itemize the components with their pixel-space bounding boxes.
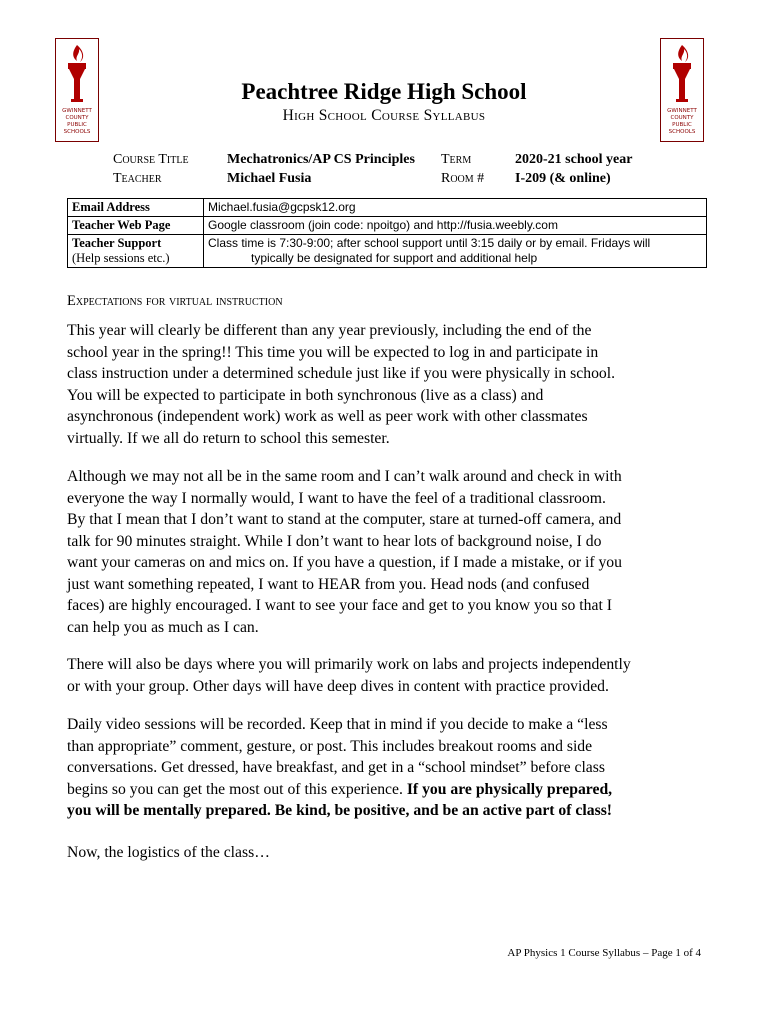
text-line: Although we may not all be in the same room and I can’t walk around and check in with xyxy=(67,468,622,485)
bold-text: you will be mentally prepared. Be kind, be positive, and be an active part of class! xyxy=(67,802,613,819)
term-value: 2020-21 school year xyxy=(515,152,633,167)
support-label: Teacher Support xyxy=(72,236,162,250)
paragraph-1 xyxy=(67,320,717,449)
logo-text: GWINNETT xyxy=(667,108,697,114)
text-line: conversations. Get dressed, have breakfast, and get in a “school mindset” before class xyxy=(67,759,605,776)
teacher-label: Teacher xyxy=(113,171,162,186)
email-label: Email Address xyxy=(68,199,204,217)
support-label-cell xyxy=(68,235,204,268)
logo-text: SCHOOLS xyxy=(668,129,696,135)
room-label: Room # xyxy=(441,171,485,186)
text-line: There will also be days where you will primarily work on labs and projects independently xyxy=(67,656,631,673)
page-footer: AP Physics 1 Course Syllabus – Page 1 of 4 xyxy=(507,947,701,959)
logo-text: COUNTY xyxy=(670,115,694,121)
text-line-bold xyxy=(67,800,717,822)
school-name: Peachtree Ridge High School xyxy=(241,79,527,104)
section-heading: Expectations for virtual instruction xyxy=(67,293,283,309)
text-line: just want something repeated, I want to HEAR from you. Head nods (and confused xyxy=(67,575,590,593)
logo-text: PUBLIC xyxy=(672,122,692,128)
support-value-cell xyxy=(204,235,707,268)
logo-text: COUNTY xyxy=(65,115,89,121)
paragraph-2 xyxy=(67,466,717,638)
text-line: faces) are highly encouraged. I want to see your face and get to you know you so that I xyxy=(67,597,612,614)
support-text-line: typically be designated for support and additional help xyxy=(251,251,538,265)
text-fragment: begins so you can get the most out of this experience. xyxy=(67,780,407,798)
text-line: than appropriate” comment, gesture, or post. This includes breakout rooms and side xyxy=(67,737,593,755)
text-line: talk for 90 minutes straight. While I don’t want to hear lots of background noise, I do xyxy=(67,532,602,550)
text-line: Now, the logistics of the class… xyxy=(67,844,270,861)
text-line: or with your group. Other days will have deep dives in content with practice provided. xyxy=(67,677,609,695)
paragraph-3 xyxy=(67,654,717,697)
text-line: You will be expected to participate in both synchronous (live as a class) and xyxy=(67,386,544,404)
text-line: school year in the spring!! This time you will be expected to log in and participate in xyxy=(67,343,599,361)
table-row xyxy=(68,217,707,235)
course-title-label: Course Title xyxy=(113,152,189,167)
text-line: This year will clearly be different than any year previously, including the end of the xyxy=(67,322,592,339)
text-line: class instruction under a determined schedule just like if you were physically in school. xyxy=(67,365,616,382)
course-title-value: Mechatronics/AP CS Principles xyxy=(227,152,415,167)
room-value: I-209 (& online) xyxy=(515,171,611,186)
text-line: virtually. If we all do return to school this semester. xyxy=(67,429,390,447)
support-sublabel: (Help sessions etc.) xyxy=(72,251,170,265)
term-label: Term xyxy=(441,152,472,167)
syllabus-title: High School Course Syllabus xyxy=(282,107,486,124)
text-line: By that I mean that I don’t want to stand at the computer, stare at turned-off camera, and xyxy=(67,511,622,528)
text-line: asynchronous (independent work) work as well as peer work with other classmates xyxy=(67,408,588,425)
text-line: Daily video sessions will be recorded. Keep that in mind if you decide to make a “less xyxy=(67,716,608,733)
support-text-line: Class time is 7:30-9:00; after school support until 3:15 daily or by email. Fridays will xyxy=(208,236,651,250)
web-page-label: Teacher Web Page xyxy=(68,217,204,235)
bold-text: If you are physically prepared, xyxy=(406,780,613,798)
text-line: can help you as much as I can. xyxy=(67,618,259,636)
table-row xyxy=(68,199,707,217)
paragraph-5 xyxy=(67,842,717,864)
logo-text: SCHOOLS xyxy=(63,129,91,135)
web-page-value[interactable]: Google classroom (join code: npoitgo) and http://fusia.weebly.com xyxy=(204,217,707,235)
contact-info-table xyxy=(67,198,707,268)
table-row xyxy=(68,235,707,268)
text-line: want your cameras on and mics on. If you have a question, if I made a mistake, or if you xyxy=(67,554,622,571)
text-line-mixed xyxy=(67,779,717,801)
email-value[interactable]: Michael.fusia@gcpsk12.org xyxy=(204,199,707,217)
teacher-value: Michael Fusia xyxy=(227,171,312,186)
logo-text: GWINNETT xyxy=(62,108,92,114)
text-line: everyone the way I normally would, I want to have the feel of a traditional classroom. xyxy=(67,489,606,507)
paragraph-4 xyxy=(67,714,717,822)
logo-text: PUBLIC xyxy=(67,122,87,128)
